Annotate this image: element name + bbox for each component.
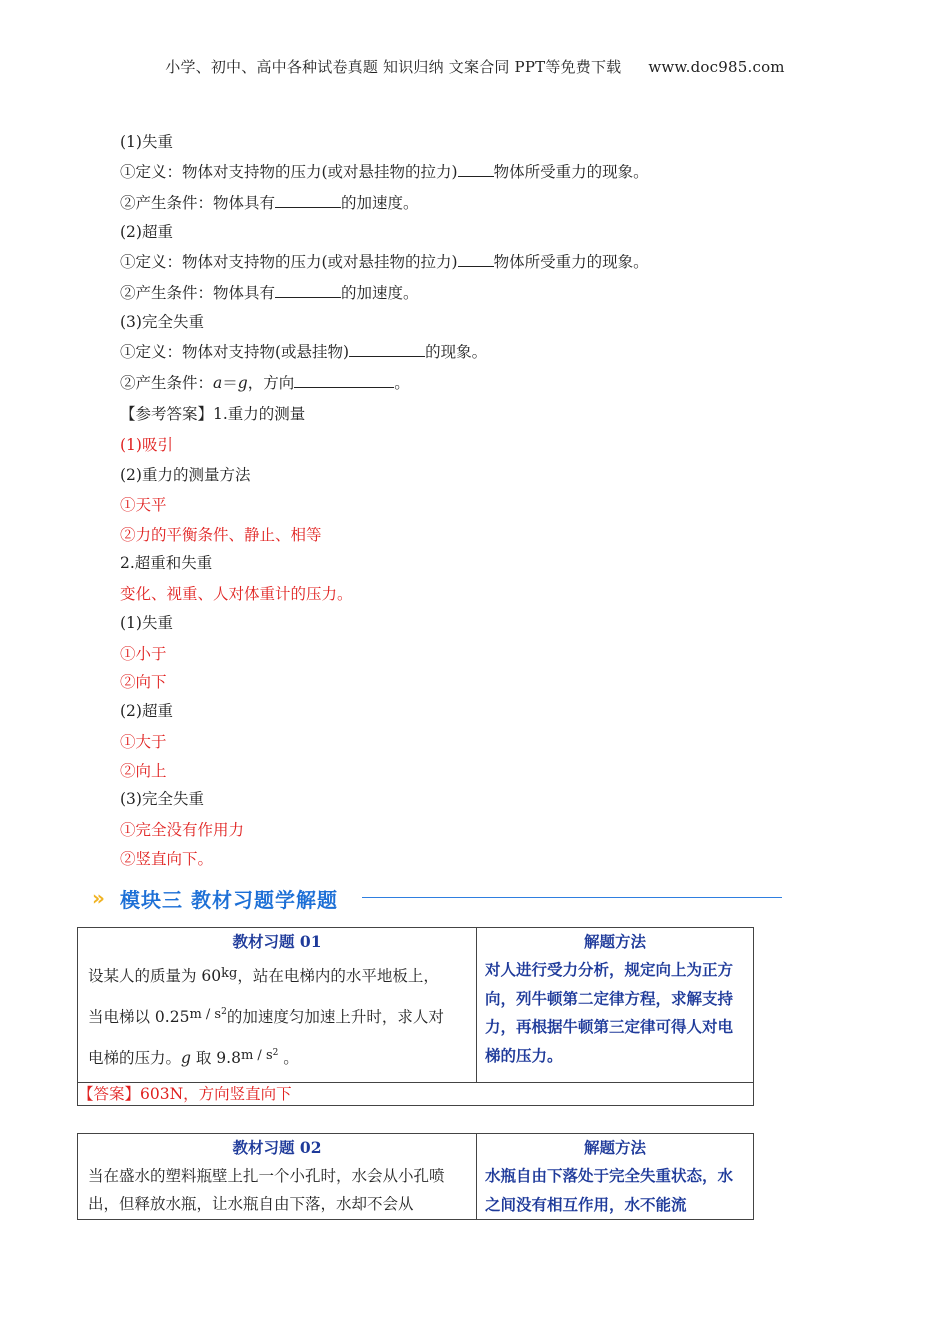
- exercise-question: [78, 954, 476, 1082]
- line-2-b: 物体所受重力的现象。: [493, 163, 649, 181]
- line-2: [120, 161, 649, 183]
- line-2-a: ①定义：物体对支持物的压力(或对悬挂物的拉力): [120, 163, 458, 181]
- exercise-question-cell: [78, 1134, 477, 1220]
- fill-blank[interactable]: [349, 341, 425, 357]
- unit-kg: kg: [221, 966, 238, 981]
- answer-text: 603N，方向竖直向下: [140, 1085, 292, 1103]
- fill-blank[interactable]: [294, 372, 394, 388]
- equals-sign: ＝: [222, 374, 238, 392]
- line-8: [120, 341, 487, 363]
- answer-line: ②向下: [120, 673, 167, 691]
- q-text: 取 9.8: [190, 1049, 241, 1067]
- line-8-b: 的现象。: [425, 343, 488, 361]
- q-text: 设某人的质量为 60: [88, 967, 222, 985]
- unit-exponent: 2: [221, 1007, 227, 1017]
- line-9-a: ②产生条件：: [120, 374, 214, 392]
- var-a: a: [213, 374, 223, 392]
- line-20: (2)超重: [120, 702, 173, 720]
- page-header: [0, 56, 950, 77]
- exercise-question: 当在盛水的塑料瓶壁上扎一个小孔时，水会从小孔喷出，但释放水瓶，让水瓶自由下落，水却不会从: [88, 1167, 445, 1213]
- line-1: (1)失重: [120, 133, 173, 151]
- line-9-b: ，方向: [247, 374, 295, 392]
- line-15: 2.超重和失重: [120, 554, 213, 572]
- method-title: 解题方法: [583, 1138, 646, 1157]
- header-text: 小学、初中、高中各种试卷真题 知识归纳 文案合同 PPT等免费下载: [165, 58, 622, 76]
- header-url[interactable]: www.doc985.com: [648, 58, 785, 76]
- exercise-title: 教材习题 01: [232, 932, 322, 951]
- line-3-a: ②产生条件：物体具有: [120, 194, 276, 212]
- answer-line: ①天平: [120, 496, 167, 514]
- line-23: (3)完全失重: [120, 790, 204, 808]
- method-text: 对人进行受力分析，规定向上为正方向，列牛顿第二定律方程，求解支持力，再根据牛顿第三定律可得人对电梯的压力。: [485, 960, 734, 1065]
- line-17: (1)失重: [120, 614, 173, 632]
- line-9: [120, 372, 410, 394]
- line-12: (2)重力的测量方法: [120, 466, 251, 484]
- line-8-a: ①定义：物体对支持物(或悬挂物): [120, 343, 350, 361]
- q-text: 当电梯以 0.25: [88, 1008, 190, 1026]
- q-text: 电梯的压力。: [88, 1049, 182, 1067]
- unit-accel: m / s: [240, 1048, 273, 1063]
- answer-line: ①小于: [120, 645, 167, 663]
- answer-line: ①大于: [120, 733, 167, 751]
- line-7: (3)完全失重: [120, 313, 204, 331]
- answer-line: ①完全没有作用力: [120, 821, 245, 839]
- line-5-b: 物体所受重力的现象。: [493, 253, 649, 271]
- answer-label: 【答案】: [78, 1085, 141, 1103]
- fill-blank[interactable]: [275, 282, 341, 298]
- answer-line: (1)吸引: [120, 436, 173, 454]
- answer-line: 变化、视重、人对体重计的压力。: [120, 585, 353, 603]
- module-title: 模块三 教材习题学解题: [120, 888, 338, 912]
- line-3: [120, 192, 419, 214]
- line-6-b: 的加速度。: [341, 284, 419, 302]
- unit-exponent: 2: [272, 1048, 279, 1058]
- var-g: g: [181, 1049, 191, 1067]
- exercise-table-1: [77, 927, 754, 1106]
- unit-accel: m / s: [189, 1007, 222, 1022]
- exercise-question-cell: [78, 928, 477, 1083]
- double-chevron-icon: »: [92, 886, 105, 910]
- method-text: 水瓶自由下落处于完全失重状态，水之间没有相互作用，水不能流: [485, 1166, 734, 1214]
- exercise-method-cell: [477, 928, 754, 1083]
- method-title: 解题方法: [583, 932, 646, 951]
- fill-blank[interactable]: [458, 251, 494, 267]
- q-text: 。: [278, 1049, 299, 1067]
- exercise-title: 教材习题 02: [232, 1138, 322, 1157]
- answer-line: ②竖直向下。: [120, 850, 214, 868]
- exercise-method-cell: [477, 1134, 754, 1220]
- answer-line: ②向上: [120, 762, 167, 780]
- answer-line: ②力的平衡条件、静止、相等: [120, 526, 322, 544]
- line-3-b: 的加速度。: [341, 194, 419, 212]
- line-6-a: ②产生条件：物体具有: [120, 284, 276, 302]
- reference-answer-heading: 【参考答案】1.重力的测量: [120, 405, 306, 423]
- module-header: [92, 882, 692, 914]
- exercise-table-2: [77, 1133, 754, 1220]
- var-g: g: [237, 374, 248, 392]
- fill-blank[interactable]: [458, 161, 494, 177]
- fill-blank[interactable]: [275, 192, 341, 208]
- line-9-c: 。: [394, 374, 410, 392]
- q-text: 的加速度匀加速上升时，求人对: [226, 1008, 444, 1026]
- line-4: (2)超重: [120, 223, 173, 241]
- module-divider: [362, 897, 782, 898]
- exercise-answer: [78, 1083, 754, 1106]
- q-text: ，站在电梯内的水平地板上，: [237, 967, 439, 985]
- line-5-a: ①定义：物体对支持物的压力(或对悬挂物的拉力): [120, 253, 458, 271]
- line-6: [120, 282, 419, 304]
- line-5: [120, 251, 649, 273]
